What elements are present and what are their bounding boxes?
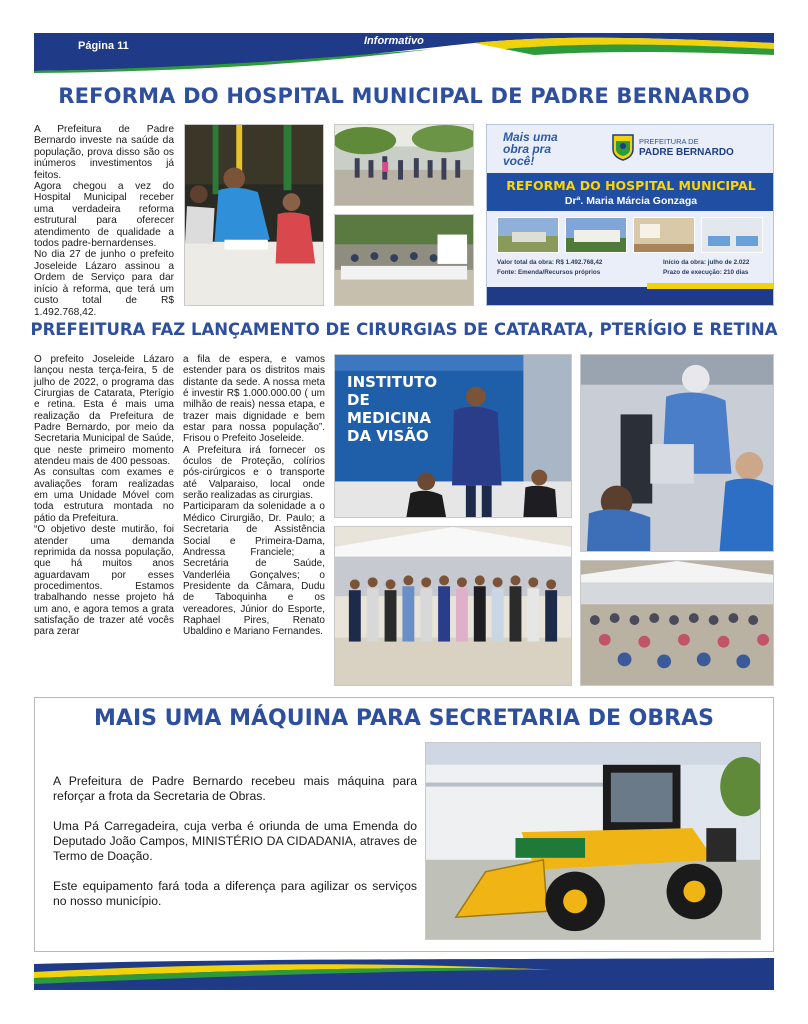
article3-paragraph: Este equipamento fará toda a diferença para agilizar os serviços no nosso município. <box>53 879 417 908</box>
article3-box <box>34 697 774 952</box>
mayor-speech-photo <box>334 354 572 518</box>
article1-paragraph: No dia 27 de junho o prefeito Joseleide Lázaro assinou a Ordem de Serviço para dar início à reforma, que terá um custo total de R$ 1.492.768,42. <box>34 249 174 318</box>
group-photo <box>334 526 572 686</box>
section-tag: Informativo <box>364 35 424 47</box>
article2-paragraph: A Prefeitura irá fornecer os óculos de Proteção, colírios pós-cirúrgicos e o transporte até Valparaiso, local onde serão realizadas as cirurgias. <box>183 444 325 502</box>
eye-exam-photo <box>580 354 774 552</box>
audience-photo <box>580 560 774 686</box>
article2-paragraph: a fila de espera, e vamos estender para os distritos mais distante da sede. A nossa meta é investir R$ 1.000.000.00 ( um milhão de reais) nessa etapa, e trazer mais dignidade e bem estar para nossa população”. Frisou o Prefeito Joseleide. <box>183 354 325 445</box>
banner-thumb-building <box>565 217 627 253</box>
banner-fonte: Fonte: Emenda/Recursos próprios <box>497 269 601 276</box>
banner-footer-bar <box>487 287 774 306</box>
banner-thumb-room <box>633 217 695 253</box>
banner-title: REFORMA DO HOSPITAL MUNICIPAL <box>506 178 756 193</box>
article1-paragraph: Agora chegou a vez do Hospital Municipal receber uma verdadeira reforma estrutural para oferecer atendimento de qualidade a todos padre-bernardenses. <box>34 181 174 250</box>
article1-paragraph: A Prefeitura de Padre Bernardo investe na saúde da população, prova disso são os inúmeros investimentos já feitos. <box>34 124 174 181</box>
banner-thumb-aerial <box>497 217 559 253</box>
banner-yellow-stripe <box>647 283 774 289</box>
article2-paragraph: “O objetivo deste mutirão, foi atender uma demanda reprimida da nossa população, que há muitos anos aguardavam por esses procedimentos. Estamos trabalhando nesse projeto há um ano, e agora temos a grata satisfação de trazer até vocês para zerar <box>34 524 174 638</box>
article2-title: PREFEITURA FAZ LANÇAMENTO DE CIRURGIAS DE CATARATA, PTERÍGIO E RETINA <box>30 320 778 339</box>
page-number: Página 11 <box>78 40 129 52</box>
article3-title: MAIS UMA MÁQUINA PARA SECRETARIA DE OBRAS <box>94 706 714 731</box>
banner-prazo: Prazo de execução: 210 dias <box>663 269 749 276</box>
banner-valor: Valor total da obra: R$ 1.492.768,42 <box>497 259 603 266</box>
street-crowd-photo <box>334 124 474 206</box>
article1-title: REFORMA DO HOSPITAL MUNICIPAL DE PADRE BERNARDO <box>58 84 750 108</box>
footer-band <box>34 958 774 990</box>
prefeitura-crest-icon <box>611 133 635 161</box>
article2-col2 <box>183 354 325 638</box>
article3-paragraph: Uma Pá Carregadeira, cuja verba é oriunda de uma Emenda do Deputado João Campos, MINISTÉRIO DA CIDADANIA, atraves de Termo de Doação. <box>53 819 417 863</box>
wheel-loader-photo <box>425 742 761 940</box>
signing-photo <box>184 124 324 306</box>
banner-slogan: Mais uma obra pra você! <box>503 130 558 168</box>
article2-paragraph: O prefeito Joseleide Lázaro lançou nesta terça-feira, 5 de julho de 2022, o programa das Cirurgias de Catarata, Pterígio e retina. Esta é mais uma realização da Prefeitura de Padre Bernardo, por meio da Secretaria Municipal de Saúde, que neste primeiro momento atendeu mais de 400 pessoas. <box>34 354 174 468</box>
banner-thumb-ward <box>701 217 763 253</box>
banner-prefeitura-label: PREFEITURA DE <box>639 137 699 146</box>
article2-paragraph: Participaram da solenidade a o Médico Cirurgião, Dr. Paulo; a Secretaria de Assistência Social e Primeira-Dama, Andressa Franciele; a Secretária de Saúde, Vanderléia Gonçalves; o Presidente da Câmara, Dudu de Taboquinha e os vereadores, Júnior do Esporte, Raphael Pires, Renato Ubaldino e Mariano Fernandes. <box>183 501 325 638</box>
article2-paragraph: As consultas com exames e avaliações foram realizadas em uma Unidade Móvel com toda estrutura montada no pátio da Prefeitura. <box>34 467 174 524</box>
banner-inicio: Início da obra: julho de 2.022 <box>663 259 750 266</box>
truck-sign-text: INSTITUTO DE MEDICINA DA VISÃO <box>347 373 438 445</box>
article1-text <box>34 124 174 318</box>
hospital-reform-banner <box>486 124 774 306</box>
banner-prefeitura-name: PADRE BERNARDO <box>639 147 734 158</box>
banner-subtitle: Drª. Maria Márcia Gonzaga <box>564 195 698 207</box>
article3-paragraph: A Prefeitura de Padre Bernardo recebeu mais máquina para reforçar a frota da Secretaria de Obras. <box>53 774 417 803</box>
footer-wave-graphic <box>34 958 774 990</box>
article2-col1 <box>34 354 174 638</box>
header-band <box>34 33 774 73</box>
event-table-photo <box>334 214 474 306</box>
article3-text <box>53 774 417 924</box>
